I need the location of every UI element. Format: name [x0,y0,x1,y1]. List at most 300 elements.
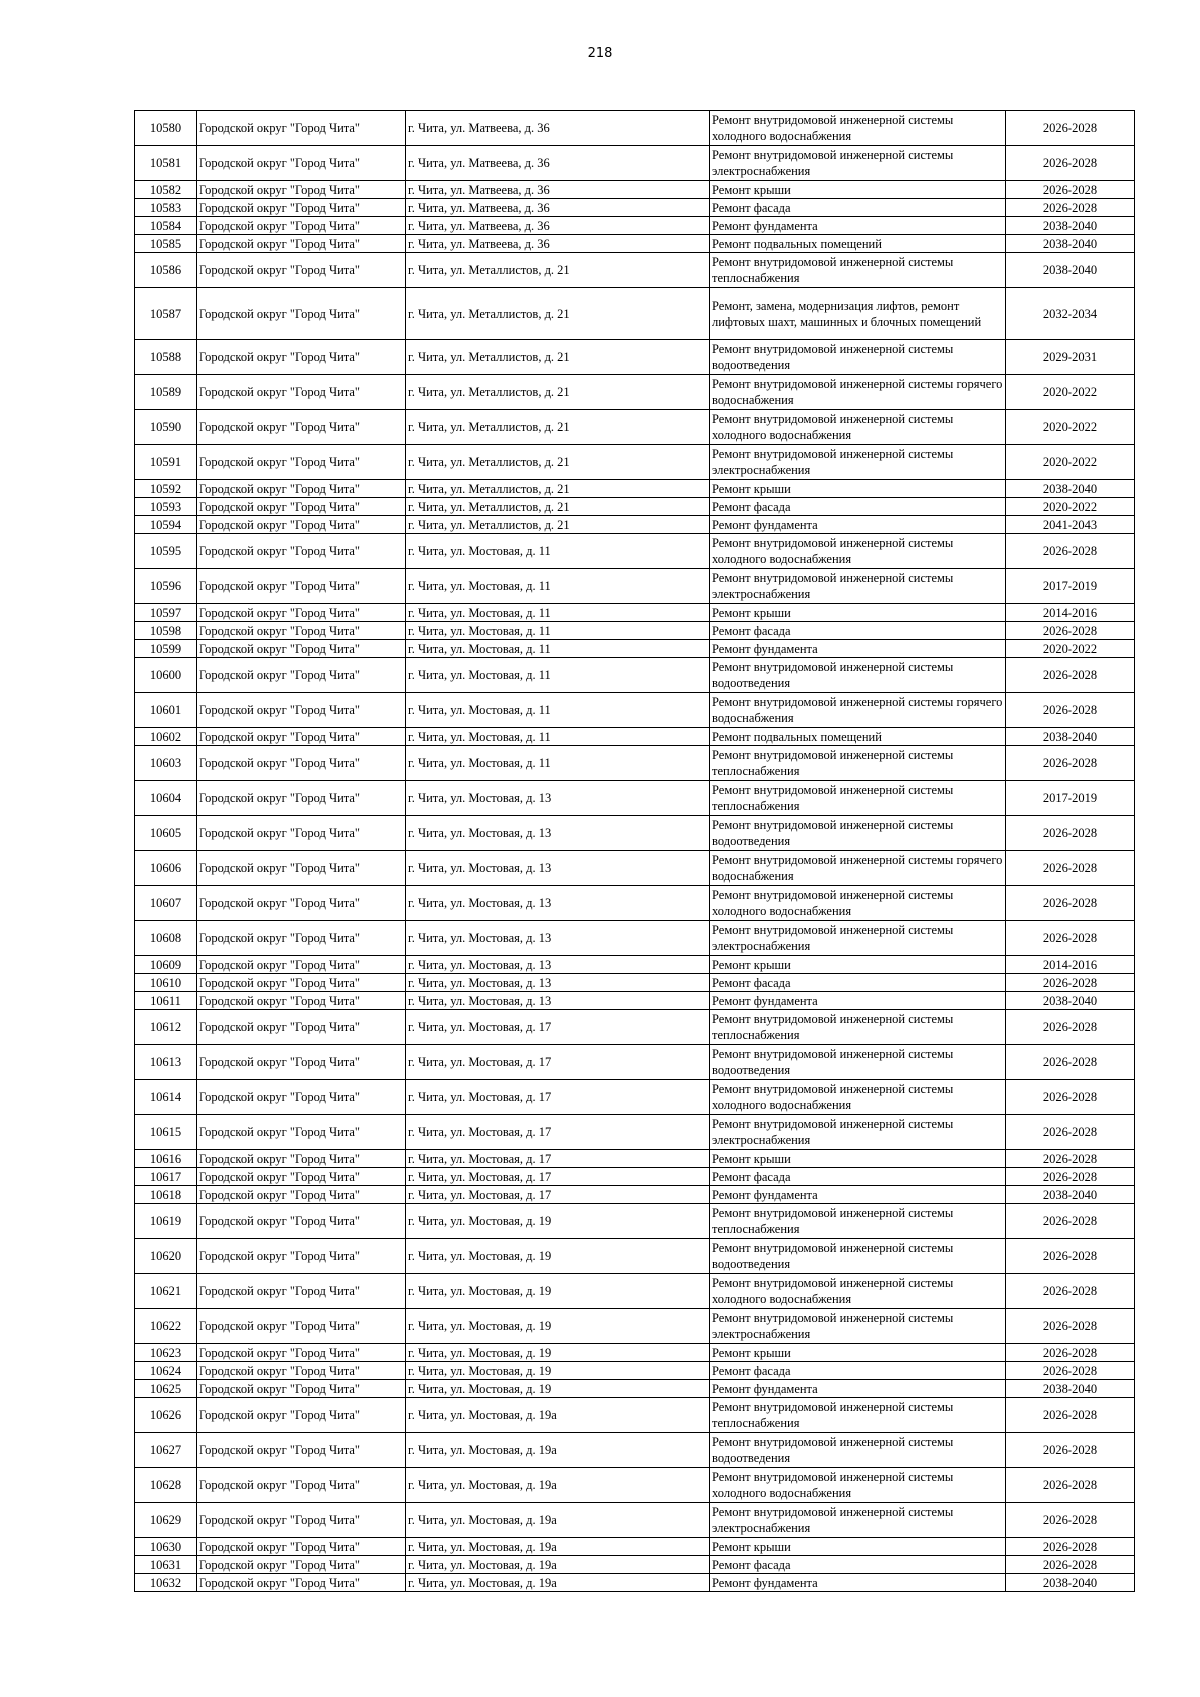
row-number: 10590 [135,410,197,445]
table-row [135,1309,1135,1344]
period-cell: 2014-2016 [1006,956,1135,974]
table-body [135,111,1135,1592]
work-type-cell: Ремонт внутридомовой инженерной системы водоотведения [710,1045,1006,1080]
row-number: 10580 [135,111,197,146]
work-type-cell: Ремонт внутридомовой инженерной системы электроснабжения [710,445,1006,480]
row-number: 10583 [135,199,197,217]
municipality-cell: Городской округ "Город Чита" [197,921,406,956]
address-cell: г. Чита, ул. Металлистов, д. 21 [406,498,710,516]
work-type-cell: Ремонт фундамента [710,640,1006,658]
repair-schedule-table [134,110,1135,1592]
work-type-cell: Ремонт фундамента [710,1186,1006,1204]
municipality-cell: Городской округ "Город Чита" [197,1010,406,1045]
work-type-cell: Ремонт внутридомовой инженерной системы водоотведения [710,816,1006,851]
table-row [135,480,1135,498]
work-type-cell: Ремонт внутридомовой инженерной системы водоотведения [710,658,1006,693]
table-row [135,498,1135,516]
period-cell: 2038-2040 [1006,253,1135,288]
table-row [135,253,1135,288]
table-row [135,1010,1135,1045]
address-cell: г. Чита, ул. Мостовая, д. 17 [406,1186,710,1204]
period-cell: 2017-2019 [1006,569,1135,604]
row-number: 10588 [135,340,197,375]
period-cell: 2017-2019 [1006,781,1135,816]
table-row [135,1115,1135,1150]
address-cell: г. Чита, ул. Мостовая, д. 19а [406,1503,710,1538]
work-type-cell: Ремонт подвальных помещений [710,728,1006,746]
table-row [135,1344,1135,1362]
period-cell: 2038-2040 [1006,480,1135,498]
period-cell: 2014-2016 [1006,604,1135,622]
work-type-cell: Ремонт внутридомовой инженерной системы горячего водоснабжения [710,375,1006,410]
row-number: 10626 [135,1398,197,1433]
table-row [135,693,1135,728]
row-number: 10609 [135,956,197,974]
row-number: 10589 [135,375,197,410]
period-cell: 2038-2040 [1006,235,1135,253]
row-number: 10585 [135,235,197,253]
row-number: 10631 [135,1556,197,1574]
work-type-cell: Ремонт фасада [710,1362,1006,1380]
address-cell: г. Чита, ул. Мостовая, д. 19а [406,1556,710,1574]
period-cell: 2038-2040 [1006,1574,1135,1592]
row-number: 10618 [135,1186,197,1204]
period-cell: 2026-2028 [1006,658,1135,693]
municipality-cell: Городской округ "Город Чита" [197,1468,406,1503]
period-cell: 2026-2028 [1006,1010,1135,1045]
row-number: 10619 [135,1204,197,1239]
table-row [135,375,1135,410]
work-type-cell: Ремонт фундамента [710,992,1006,1010]
municipality-cell: Городской округ "Город Чита" [197,569,406,604]
period-cell: 2026-2028 [1006,746,1135,781]
row-number: 10598 [135,622,197,640]
work-type-cell: Ремонт фасада [710,1168,1006,1186]
address-cell: г. Чита, ул. Металлистов, д. 21 [406,410,710,445]
municipality-cell: Городской округ "Город Чита" [197,1433,406,1468]
municipality-cell: Городской округ "Город Чита" [197,728,406,746]
table-row [135,410,1135,445]
municipality-cell: Городской округ "Город Чита" [197,1309,406,1344]
municipality-cell: Городской округ "Город Чита" [197,1556,406,1574]
address-cell: г. Чита, ул. Мостовая, д. 11 [406,534,710,569]
table-row [135,1274,1135,1309]
table-row [135,746,1135,781]
period-cell: 2020-2022 [1006,375,1135,410]
municipality-cell: Городской округ "Город Чита" [197,1045,406,1080]
municipality-cell: Городской округ "Город Чита" [197,956,406,974]
work-type-cell: Ремонт фасада [710,498,1006,516]
table-row [135,816,1135,851]
municipality-cell: Городской округ "Город Чита" [197,1115,406,1150]
address-cell: г. Чита, ул. Металлистов, д. 21 [406,375,710,410]
table-row [135,1503,1135,1538]
municipality-cell: Городской округ "Город Чита" [197,498,406,516]
municipality-cell: Городской округ "Город Чита" [197,480,406,498]
address-cell: г. Чита, ул. Мостовая, д. 11 [406,746,710,781]
period-cell: 2026-2028 [1006,1239,1135,1274]
table-row [135,1239,1135,1274]
address-cell: г. Чита, ул. Металлистов, д. 21 [406,480,710,498]
row-number: 10604 [135,781,197,816]
work-type-cell: Ремонт фундамента [710,1380,1006,1398]
table-row [135,1150,1135,1168]
address-cell: г. Чита, ул. Мостовая, д. 17 [406,1045,710,1080]
table-row [135,516,1135,534]
period-cell: 2026-2028 [1006,146,1135,181]
work-type-cell: Ремонт внутридомовой инженерной системы электроснабжения [710,1309,1006,1344]
municipality-cell: Городской округ "Город Чита" [197,1168,406,1186]
table-row [135,235,1135,253]
row-number: 10607 [135,886,197,921]
address-cell: г. Чита, ул. Мостовая, д. 19а [406,1468,710,1503]
municipality-cell: Городской округ "Город Чита" [197,992,406,1010]
row-number: 10632 [135,1574,197,1592]
period-cell: 2026-2028 [1006,1468,1135,1503]
row-number: 10606 [135,851,197,886]
work-type-cell: Ремонт внутридомовой инженерной системы теплоснабжения [710,1010,1006,1045]
address-cell: г. Чита, ул. Мостовая, д. 13 [406,921,710,956]
municipality-cell: Городской округ "Город Чита" [197,658,406,693]
work-type-cell: Ремонт внутридомовой инженерной системы теплоснабжения [710,1204,1006,1239]
municipality-cell: Городской округ "Город Чита" [197,516,406,534]
address-cell: г. Чита, ул. Матвеева, д. 36 [406,217,710,235]
municipality-cell: Городской округ "Город Чита" [197,746,406,781]
municipality-cell: Городской округ "Город Чита" [197,1239,406,1274]
address-cell: г. Чита, ул. Мостовая, д. 11 [406,569,710,604]
work-type-cell: Ремонт внутридомовой инженерной системы электроснабжения [710,921,1006,956]
table-row [135,604,1135,622]
period-cell: 2026-2028 [1006,111,1135,146]
row-number: 10584 [135,217,197,235]
table-row [135,974,1135,992]
address-cell: г. Чита, ул. Мостовая, д. 13 [406,992,710,1010]
table-row [135,956,1135,974]
table-row [135,851,1135,886]
address-cell: г. Чита, ул. Мостовая, д. 19а [406,1398,710,1433]
table-row [135,217,1135,235]
work-type-cell: Ремонт внутридомовой инженерной системы холодного водоснабжения [710,410,1006,445]
municipality-cell: Городской округ "Город Чита" [197,340,406,375]
work-type-cell: Ремонт подвальных помещений [710,235,1006,253]
period-cell: 2038-2040 [1006,217,1135,235]
work-type-cell: Ремонт внутридомовой инженерной системы теплоснабжения [710,746,1006,781]
address-cell: г. Чита, ул. Мостовая, д. 19 [406,1380,710,1398]
period-cell: 2026-2028 [1006,1309,1135,1344]
municipality-cell: Городской округ "Город Чита" [197,1186,406,1204]
work-type-cell: Ремонт внутридомовой инженерной системы электроснабжения [710,1503,1006,1538]
municipality-cell: Городской округ "Город Чита" [197,1503,406,1538]
period-cell: 2026-2028 [1006,1274,1135,1309]
work-type-cell: Ремонт крыши [710,604,1006,622]
row-number: 10593 [135,498,197,516]
address-cell: г. Чита, ул. Мостовая, д. 13 [406,956,710,974]
address-cell: г. Чита, ул. Мостовая, д. 11 [406,658,710,693]
work-type-cell: Ремонт крыши [710,1344,1006,1362]
address-cell: г. Чита, ул. Металлистов, д. 21 [406,253,710,288]
work-type-cell: Ремонт фасада [710,622,1006,640]
address-cell: г. Чита, ул. Мостовая, д. 11 [406,640,710,658]
row-number: 10615 [135,1115,197,1150]
row-number: 10586 [135,253,197,288]
address-cell: г. Чита, ул. Металлистов, д. 21 [406,445,710,480]
work-type-cell: Ремонт крыши [710,956,1006,974]
address-cell: г. Чита, ул. Мостовая, д. 19а [406,1538,710,1556]
municipality-cell: Городской округ "Город Чита" [197,410,406,445]
work-type-cell: Ремонт фундамента [710,516,1006,534]
address-cell: г. Чита, ул. Мостовая, д. 11 [406,728,710,746]
period-cell: 2038-2040 [1006,992,1135,1010]
row-number: 10602 [135,728,197,746]
period-cell: 2026-2028 [1006,921,1135,956]
period-cell: 2026-2028 [1006,1150,1135,1168]
row-number: 10629 [135,1503,197,1538]
period-cell: 2026-2028 [1006,622,1135,640]
work-type-cell: Ремонт внутридомовой инженерной системы горячего водоснабжения [710,693,1006,728]
municipality-cell: Городской округ "Город Чита" [197,781,406,816]
row-number: 10622 [135,1309,197,1344]
address-cell: г. Чита, ул. Матвеева, д. 36 [406,235,710,253]
row-number: 10628 [135,1468,197,1503]
municipality-cell: Городской округ "Город Чита" [197,181,406,199]
municipality-cell: Городской округ "Город Чита" [197,851,406,886]
row-number: 10605 [135,816,197,851]
address-cell: г. Чита, ул. Мостовая, д. 17 [406,1115,710,1150]
period-cell: 2026-2028 [1006,851,1135,886]
address-cell: г. Чита, ул. Мостовая, д. 19 [406,1274,710,1309]
municipality-cell: Городской округ "Город Чита" [197,111,406,146]
address-cell: г. Чита, ул. Мостовая, д. 17 [406,1150,710,1168]
work-type-cell: Ремонт внутридомовой инженерной системы холодного водоснабжения [710,1080,1006,1115]
row-number: 10625 [135,1380,197,1398]
address-cell: г. Чита, ул. Мостовая, д. 11 [406,693,710,728]
municipality-cell: Городской округ "Город Чита" [197,1150,406,1168]
municipality-cell: Городской округ "Город Чита" [197,288,406,340]
work-type-cell: Ремонт фасада [710,1556,1006,1574]
period-cell: 2038-2040 [1006,1186,1135,1204]
period-cell: 2038-2040 [1006,1380,1135,1398]
work-type-cell: Ремонт фасада [710,974,1006,992]
address-cell: г. Чита, ул. Матвеева, д. 36 [406,111,710,146]
table-row [135,1433,1135,1468]
table-row [135,340,1135,375]
work-type-cell: Ремонт внутридомовой инженерной системы водоотведения [710,1239,1006,1274]
table-row [135,146,1135,181]
table-row [135,1468,1135,1503]
row-number: 10587 [135,288,197,340]
address-cell: г. Чита, ул. Мостовая, д. 19 [406,1344,710,1362]
period-cell: 2026-2028 [1006,1362,1135,1380]
table-row [135,728,1135,746]
row-number: 10614 [135,1080,197,1115]
row-number: 10595 [135,534,197,569]
municipality-cell: Городской округ "Город Чита" [197,1538,406,1556]
municipality-cell: Городской округ "Город Чита" [197,253,406,288]
municipality-cell: Городской округ "Город Чита" [197,199,406,217]
period-cell: 2026-2028 [1006,1398,1135,1433]
period-cell: 2026-2028 [1006,1080,1135,1115]
table-row [135,1398,1135,1433]
municipality-cell: Городской округ "Город Чита" [197,534,406,569]
work-type-cell: Ремонт внутридомовой инженерной системы холодного водоснабжения [710,1274,1006,1309]
address-cell: г. Чита, ул. Мостовая, д. 17 [406,1080,710,1115]
municipality-cell: Городской округ "Город Чита" [197,886,406,921]
period-cell: 2026-2028 [1006,199,1135,217]
period-cell: 2026-2028 [1006,693,1135,728]
work-type-cell: Ремонт крыши [710,181,1006,199]
municipality-cell: Городской округ "Город Чита" [197,375,406,410]
municipality-cell: Городской округ "Город Чита" [197,1344,406,1362]
row-number: 10612 [135,1010,197,1045]
table-row [135,658,1135,693]
address-cell: г. Чита, ул. Мостовая, д. 19 [406,1362,710,1380]
row-number: 10621 [135,1274,197,1309]
work-type-cell: Ремонт внутридомовой инженерной системы электроснабжения [710,146,1006,181]
row-number: 10608 [135,921,197,956]
work-type-cell: Ремонт внутридомовой инженерной системы холодного водоснабжения [710,1468,1006,1503]
row-number: 10610 [135,974,197,992]
municipality-cell: Городской округ "Город Чита" [197,235,406,253]
table-row [135,1186,1135,1204]
period-cell: 2041-2043 [1006,516,1135,534]
row-number: 10597 [135,604,197,622]
row-number: 10613 [135,1045,197,1080]
address-cell: г. Чита, ул. Мостовая, д. 19 [406,1239,710,1274]
row-number: 10630 [135,1538,197,1556]
period-cell: 2026-2028 [1006,534,1135,569]
table-row [135,1362,1135,1380]
work-type-cell: Ремонт внутридомовой инженерной системы водоотведения [710,340,1006,375]
work-type-cell: Ремонт внутридомовой инженерной системы горячего водоснабжения [710,851,1006,886]
table-row [135,534,1135,569]
row-number: 10596 [135,569,197,604]
table-row [135,640,1135,658]
table-row [135,921,1135,956]
table-row [135,1538,1135,1556]
address-cell: г. Чита, ул. Мостовая, д. 17 [406,1168,710,1186]
work-type-cell: Ремонт фундамента [710,1574,1006,1592]
period-cell: 2026-2028 [1006,1045,1135,1080]
address-cell: г. Чита, ул. Мостовая, д. 13 [406,781,710,816]
period-cell: 2038-2040 [1006,728,1135,746]
table-row [135,445,1135,480]
table-row [135,1556,1135,1574]
municipality-cell: Городской округ "Город Чита" [197,640,406,658]
table-row [135,288,1135,340]
period-cell: 2026-2028 [1006,816,1135,851]
work-type-cell: Ремонт внутридомовой инженерной системы электроснабжения [710,1115,1006,1150]
table-row [135,1380,1135,1398]
municipality-cell: Городской округ "Город Чита" [197,1274,406,1309]
period-cell: 2026-2028 [1006,974,1135,992]
work-type-cell: Ремонт фундамента [710,217,1006,235]
address-cell: г. Чита, ул. Мостовая, д. 11 [406,604,710,622]
address-cell: г. Чита, ул. Мостовая, д. 13 [406,851,710,886]
row-number: 10611 [135,992,197,1010]
address-cell: г. Чита, ул. Мостовая, д. 13 [406,974,710,992]
period-cell: 2026-2028 [1006,1556,1135,1574]
period-cell: 2026-2028 [1006,1168,1135,1186]
table-row [135,569,1135,604]
period-cell: 2026-2028 [1006,1433,1135,1468]
address-cell: г. Чита, ул. Металлистов, д. 21 [406,516,710,534]
table-row [135,1045,1135,1080]
table-row [135,181,1135,199]
row-number: 10620 [135,1239,197,1274]
municipality-cell: Городской округ "Город Чита" [197,217,406,235]
address-cell: г. Чита, ул. Матвеева, д. 36 [406,181,710,199]
table-row [135,1204,1135,1239]
period-cell: 2026-2028 [1006,886,1135,921]
address-cell: г. Чита, ул. Мостовая, д. 17 [406,1010,710,1045]
work-type-cell: Ремонт внутридомовой инженерной системы теплоснабжения [710,1398,1006,1433]
table-row [135,992,1135,1010]
row-number: 10581 [135,146,197,181]
work-type-cell: Ремонт крыши [710,480,1006,498]
work-type-cell: Ремонт внутридомовой инженерной системы холодного водоснабжения [710,886,1006,921]
row-number: 10616 [135,1150,197,1168]
municipality-cell: Городской округ "Город Чита" [197,974,406,992]
row-number: 10594 [135,516,197,534]
address-cell: г. Чита, ул. Мостовая, д. 13 [406,816,710,851]
period-cell: 2032-2034 [1006,288,1135,340]
work-type-cell: Ремонт крыши [710,1150,1006,1168]
address-cell: г. Чита, ул. Мостовая, д. 19а [406,1574,710,1592]
row-number: 10582 [135,181,197,199]
row-number: 10617 [135,1168,197,1186]
address-cell: г. Чита, ул. Матвеева, д. 36 [406,146,710,181]
address-cell: г. Чита, ул. Мостовая, д. 13 [406,886,710,921]
work-type-cell: Ремонт внутридомовой инженерной системы теплоснабжения [710,781,1006,816]
municipality-cell: Городской округ "Город Чита" [197,146,406,181]
row-number: 10601 [135,693,197,728]
municipality-cell: Городской округ "Город Чита" [197,445,406,480]
municipality-cell: Городской округ "Город Чита" [197,1362,406,1380]
period-cell: 2026-2028 [1006,1344,1135,1362]
row-number: 10623 [135,1344,197,1362]
work-type-cell: Ремонт внутридомовой инженерной системы водоотведения [710,1433,1006,1468]
municipality-cell: Городской округ "Город Чита" [197,1080,406,1115]
municipality-cell: Городской округ "Город Чита" [197,622,406,640]
municipality-cell: Городской округ "Город Чита" [197,693,406,728]
page-number: 218 [587,46,613,61]
table-row [135,1168,1135,1186]
table-row [135,781,1135,816]
address-cell: г. Чита, ул. Мостовая, д. 11 [406,622,710,640]
row-number: 10624 [135,1362,197,1380]
period-cell: 2026-2028 [1006,1115,1135,1150]
municipality-cell: Городской округ "Город Чита" [197,1204,406,1239]
period-cell: 2026-2028 [1006,1538,1135,1556]
row-number: 10599 [135,640,197,658]
address-cell: г. Чита, ул. Мостовая, д. 19 [406,1309,710,1344]
work-type-cell: Ремонт внутридомовой инженерной системы электроснабжения [710,569,1006,604]
period-cell: 2020-2022 [1006,498,1135,516]
table-row [135,111,1135,146]
period-cell: 2020-2022 [1006,640,1135,658]
table-row [135,199,1135,217]
row-number: 10592 [135,480,197,498]
address-cell: г. Чита, ул. Матвеева, д. 36 [406,199,710,217]
period-cell: 2026-2028 [1006,1503,1135,1538]
municipality-cell: Городской округ "Город Чита" [197,1398,406,1433]
address-cell: г. Чита, ул. Мостовая, д. 19а [406,1433,710,1468]
address-cell: г. Чита, ул. Мостовая, д. 19 [406,1204,710,1239]
work-type-cell: Ремонт крыши [710,1538,1006,1556]
table-row [135,1574,1135,1592]
row-number: 10627 [135,1433,197,1468]
period-cell: 2026-2028 [1006,181,1135,199]
